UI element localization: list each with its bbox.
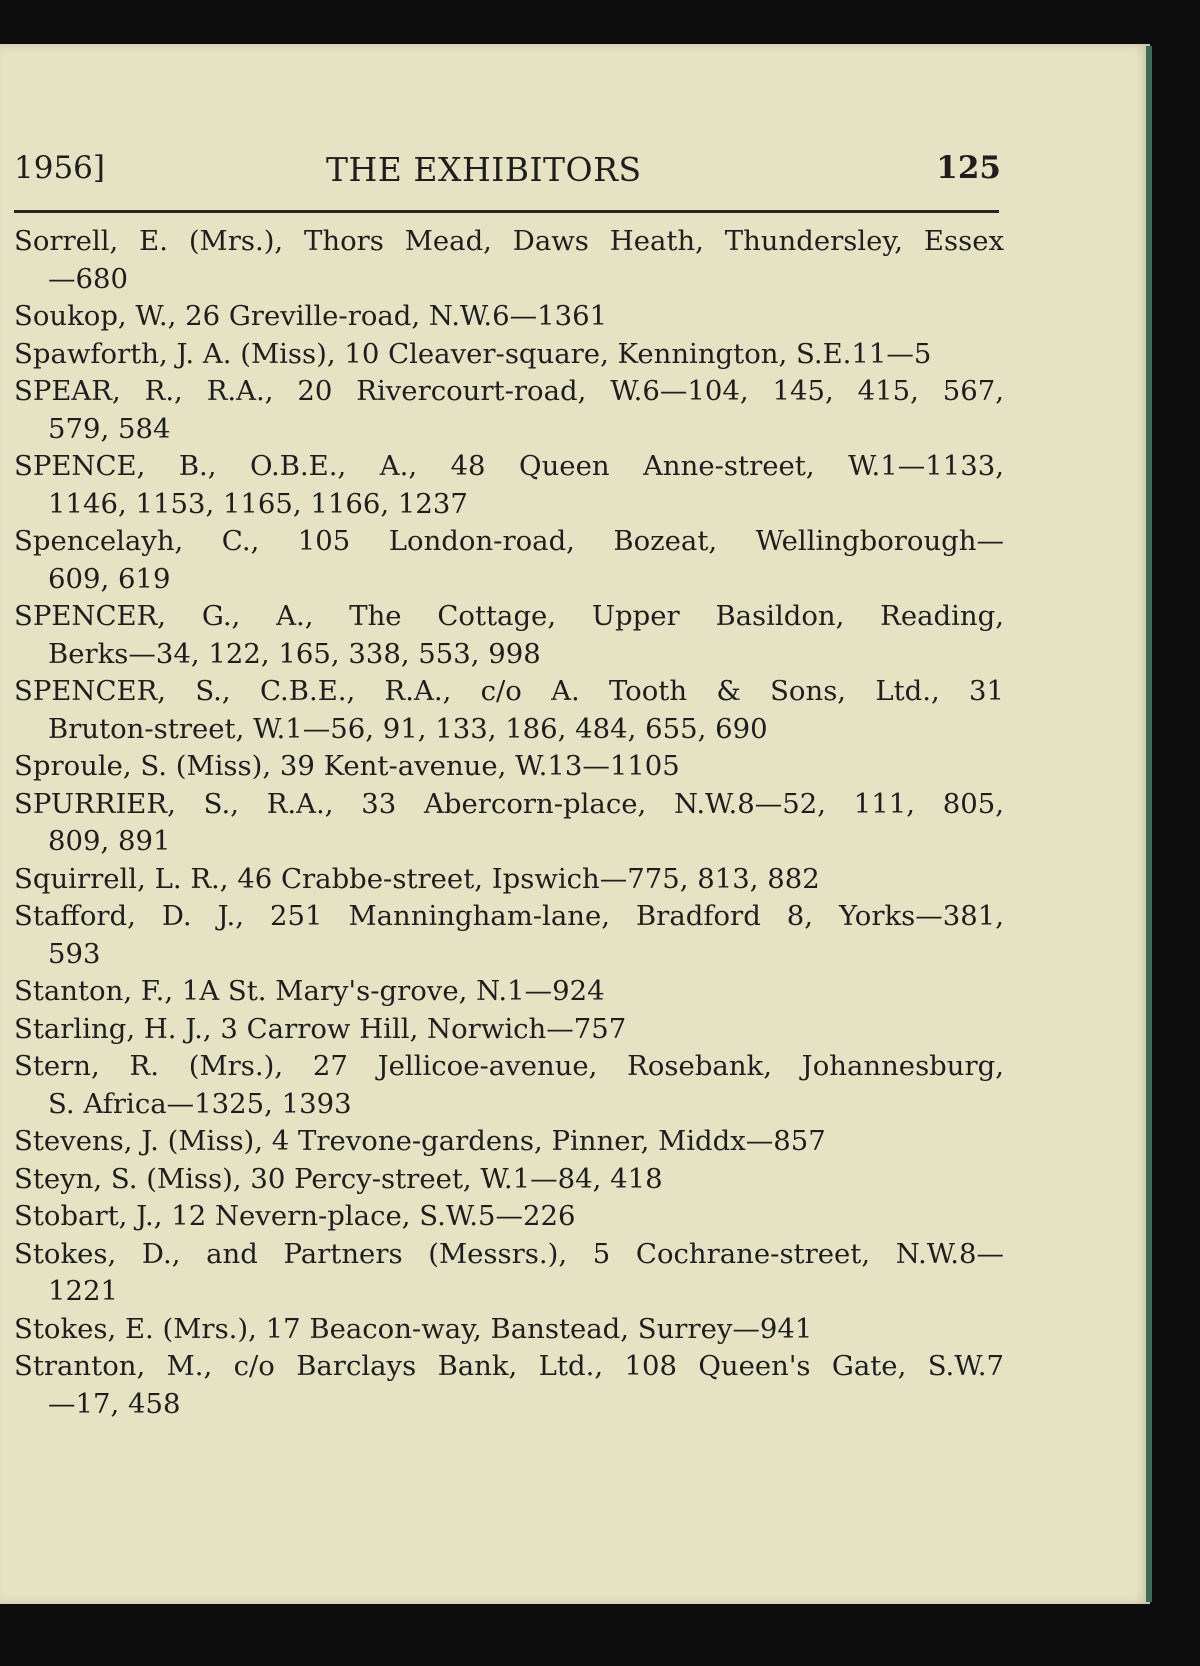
entry-line: Sorrell, E. (Mrs.), Thors Mead, Daws Heath, Thundersley, Essex [14, 225, 1004, 257]
entry-line: Sproule, S. (Miss), 39 Kent-avenue, W.13—1105 [14, 750, 680, 782]
entry-continuation-line: Berks—34, 122, 165, 338, 553, 998 [48, 637, 541, 670]
exhibitor-entry [14, 298, 1004, 336]
entry-line: SPURRIER, S., R.A., 33 Abercorn-place, N.W.8—52, 111, 805, [14, 787, 1004, 820]
exhibitor-entry [14, 1123, 1004, 1161]
entry-line: Stevens, J. (Miss), 4 Trevone-gardens, Pinner, Middx—857 [14, 1125, 826, 1157]
entry-line: SPENCE, B., O.B.E., A., 48 Queen Anne-street, W.1—1133, [14, 450, 1004, 482]
exhibitor-entry [14, 223, 1004, 298]
exhibitor-entry [14, 1011, 1004, 1049]
entry-continuation-line: 809, 891 [48, 825, 171, 857]
exhibitor-entry [14, 1198, 1004, 1236]
entry-continuation-line: —680 [48, 262, 128, 295]
header-title: THE EXHIBITORS [326, 150, 642, 189]
entry-continuation-line: S. Africa—1325, 1393 [48, 1087, 352, 1120]
exhibitor-entry [14, 1048, 1004, 1123]
entry-line: Stobart, J., 12 Nevern-place, S.W.5—226 [14, 1200, 576, 1232]
entry-continuation-line: —17, 458 [48, 1387, 181, 1420]
exhibitor-entry [14, 861, 1004, 899]
exhibitor-entry [14, 898, 1004, 973]
entry-line: Stokes, D., and Partners (Messrs.), 5 Cochrane-street, N.W.8— [14, 1237, 1004, 1270]
entry-line: Stokes, E. (Mrs.), 17 Beacon-way, Banstead, Surrey—941 [14, 1312, 813, 1345]
book-cover-edge [1146, 46, 1152, 1602]
exhibitor-entry [14, 373, 1004, 448]
entry-continuation-line: 1221 [48, 1275, 118, 1307]
exhibitor-entry [14, 336, 1004, 374]
exhibitor-entry [14, 598, 1004, 673]
exhibitor-entry [14, 523, 1004, 598]
exhibitor-entry [14, 786, 1004, 861]
exhibitor-entry [14, 1311, 1004, 1349]
entry-line: Spawforth, J. A. (Miss), 10 Cleaver-square, Kennington, S.E.11—5 [14, 337, 932, 370]
header-year: 1956] [14, 150, 105, 186]
entry-line: SPENCER, S., C.B.E., R.A., c/o A. Tooth & Sons, Ltd., 31 [14, 675, 1004, 707]
entry-line: Stanton, F., 1A St. Mary's-grove, N.1—924 [14, 975, 605, 1007]
entry-continuation-line: 593 [48, 937, 101, 970]
entry-continuation-line: Bruton-street, W.1—56, 91, 133, 186, 484, 655, 690 [48, 712, 768, 745]
entry-continuation-line: 1146, 1153, 1165, 1166, 1237 [48, 487, 468, 520]
exhibitor-entry [14, 1236, 1004, 1311]
entry-line: Soukop, W., 26 Greville-road, N.W.6—1361 [14, 300, 608, 332]
entry-line: Stafford, D. J., 251 Manningham-lane, Bradford 8, Yorks—381, [14, 900, 1004, 932]
exhibitor-entry [14, 1348, 1004, 1423]
entry-continuation-line: 579, 584 [48, 412, 171, 445]
entry-line: Steyn, S. (Miss), 30 Percy-street, W.1—84, 418 [14, 1162, 663, 1195]
entry-continuation-line: 609, 619 [48, 562, 171, 595]
entry-line: Squirrell, L. R., 46 Crabbe-street, Ipswich—775, 813, 882 [14, 862, 820, 895]
exhibitor-entry [14, 748, 1004, 786]
exhibitor-entry [14, 448, 1004, 523]
entry-line: Spencelayh, C., 105 London-road, Bozeat, Wellingborough— [14, 525, 1004, 557]
entry-line: Starling, H. J., 3 Carrow Hill, Norwich—757 [14, 1012, 627, 1045]
header-rule [14, 210, 999, 213]
exhibitor-entry [14, 1161, 1004, 1199]
exhibitor-list [14, 223, 1004, 1423]
page-number: 125 [936, 150, 1001, 186]
exhibitor-entry [14, 673, 1004, 748]
exhibitor-entry [14, 973, 1004, 1011]
entry-line: Stranton, M., c/o Barclays Bank, Ltd., 108 Queen's Gate, S.W.7 [14, 1350, 1004, 1382]
entry-line: SPENCER, G., A., The Cottage, Upper Basildon, Reading, [14, 600, 1004, 632]
running-header [14, 150, 1009, 200]
entry-line: SPEAR, R., R.A., 20 Rivercourt-road, W.6—104, 145, 415, 567, [14, 375, 1004, 407]
entry-line: Stern, R. (Mrs.), 27 Jellicoe-avenue, Rosebank, Johannesburg, [14, 1050, 1004, 1082]
